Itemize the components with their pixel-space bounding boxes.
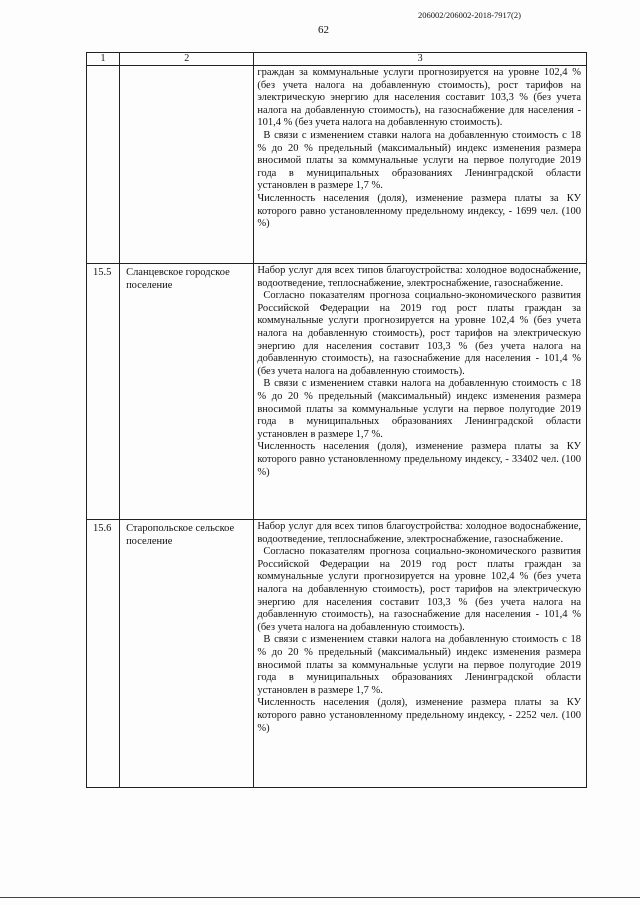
data-table — [86, 52, 587, 788]
description-paragraph: Согласно показателям прогноза социально-экономического развития Российской Федерации на 2019 год рост платы граждан за коммунальные услуги прогнозируется на уровне 102,4 % (без учета налога на добавленную стоимость), рост тарифов на электрическую энергию для населения составит 103,3 % (без учета налога на добавленную стоимость), на газоснабжение для населения - 101,4 % (без учета налога на добавленную стоимость). — [257, 546, 581, 633]
continuation-paragraph: В связи с изменением ставки налога на добавленную стоимость с 18 % до 20 % предельный (максимальный) индекс изменения размера вносимой платы за коммунальные услуги на первое полугодие 2019 года в муниципальных образованиях Ленинградской области установлен в размере 1,7 %. — [257, 129, 581, 192]
description-paragraph: Набор услуг для всех типов благоустройства: холодное водоснабжение, водоотведение, теплоснабжение, электроснабжение, газоснабжение. — [257, 521, 581, 545]
page-bottom-rule — [0, 897, 640, 898]
column-header-1: 1 — [87, 53, 120, 66]
row-name-cell: Старопольское сельское поселение — [120, 520, 254, 788]
description-paragraph: В связи с изменением ставки налога на добавленную стоимость с 18 % до 20 % предельный (максимальный) индекс изменения размера вносимой платы за коммунальные услуги на первое полугодие 2019 года в муниципальных образованиях Ленинградской области установлен в размере 1,7 %. — [257, 634, 581, 696]
row-name-cell — [120, 66, 254, 264]
row-number-cell — [87, 66, 120, 264]
description-paragraph: Набор услуг для всех типов благоустройства: холодное водоснабжение, водоотведение, теплоснабжение, электроснабжение, газоснабжение. — [257, 265, 581, 289]
column-header-3: 3 — [254, 53, 587, 66]
table-header-row — [87, 53, 587, 66]
description-paragraph: В связи с изменением ставки налога на добавленную стоимость с 18 % до 20 % предельный (максимальный) индекс изменения размера вносимой платы за коммунальные услуги на первое полугодие 2019 года в муниципальных образованиях Ленинградской области установлен в размере 1,7 %. — [257, 378, 581, 440]
table-row-continuation — [87, 66, 587, 264]
row-description-cell — [254, 66, 587, 264]
description-paragraph: Численность населения (доля), изменение размера платы за КУ которого равно установленному предельному индексу, - 33402 чел. (100 %) — [257, 441, 581, 478]
description-paragraph: Согласно показателям прогноза социально-экономического развития Российской Федерации на 2019 год рост платы граждан за коммунальные услуги прогнозируется на уровне 102,4 % (без учета налога на добавленную стоимость), рост тарифов на электрическую энергию для населения составит 103,3 % (без учета налога на добавленную стоимость), на газоснабжение для населения - 101,4 % (без учета налога на добавленную стоимость). — [257, 290, 581, 377]
table-row — [87, 264, 587, 520]
page-number: 62 — [318, 24, 329, 36]
row-number-cell: 15.6 — [87, 520, 120, 788]
table-row — [87, 520, 587, 788]
column-header-2: 2 — [120, 53, 254, 66]
row-name-cell: Сланцевское городское поселение — [120, 264, 254, 520]
description-paragraph: Численность населения (доля), изменение размера платы за КУ которого равно установленному предельному индексу, - 2252 чел. (100 %) — [257, 697, 581, 734]
row-number-cell: 15.5 — [87, 264, 120, 520]
continuation-paragraph: Численность населения (доля), изменение размера платы за КУ которого равно установленному предельному индексу, - 1699 чел. (100 %) — [257, 192, 581, 230]
continuation-paragraph: граждан за коммунальные услуги прогнозируется на уровне 102,4 % (без учета налога на добавленную стоимость), рост тарифов на электрическую энергию для населения составит 103,3 % (без учета налога на добавленную стоимость), на газоснабжение для населения - 101,4 % (без учета налога на добавленную стоимость). — [257, 67, 581, 129]
row-description-cell — [254, 520, 587, 788]
document-id: 206002/206002-2018-7917(2) — [418, 10, 521, 20]
row-description-cell — [254, 264, 587, 520]
